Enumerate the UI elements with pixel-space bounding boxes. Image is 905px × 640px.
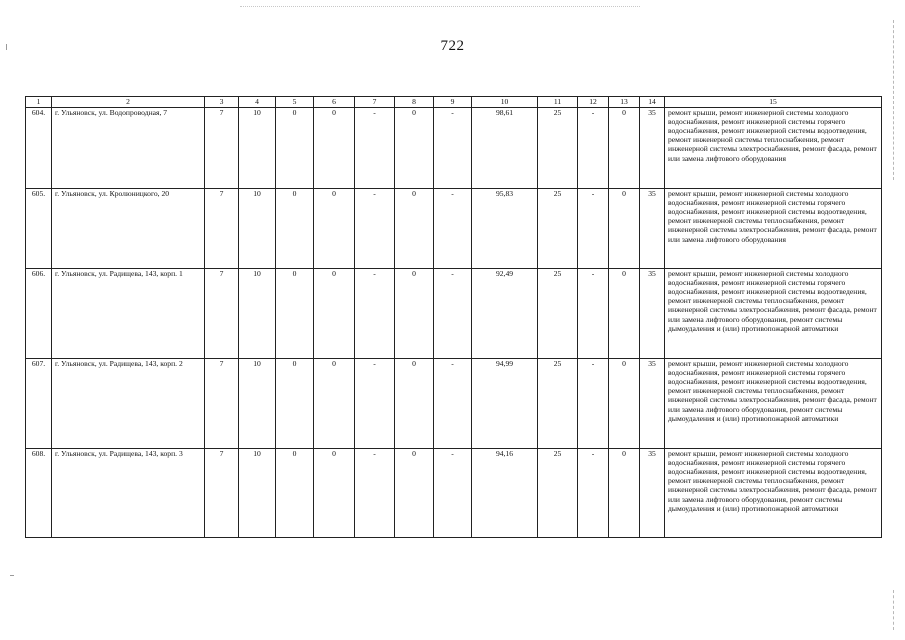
table-row <box>26 189 882 269</box>
cell-col-3: 7 <box>205 269 239 359</box>
works-cell: ремонт крыши, ремонт инженерной системы холодного водоснабжения, ремонт инженерной системы горячего водоснабжения, ремонт инженерной системы водоотведения, ремонт инженерной системы теплоснабжения, ремонт инженерной системы электроснабжения, ремонт фасада, ремонт или замена лифтового оборудования, ремонт системы дымоудаления и (или) противопожарной автоматики <box>665 449 882 538</box>
column-header: 8 <box>395 97 434 108</box>
cell-col-12: - <box>578 359 609 449</box>
column-header: 5 <box>276 97 314 108</box>
cell-col-7: - <box>355 359 395 449</box>
table-row <box>26 359 882 449</box>
column-header: 10 <box>472 97 538 108</box>
column-header: 14 <box>640 97 665 108</box>
cell-col-12: - <box>578 189 609 269</box>
cell-col-13: 0 <box>609 108 640 189</box>
cell-col-10: 92,49 <box>472 269 538 359</box>
table-row <box>26 108 882 189</box>
cell-col-7: - <box>355 108 395 189</box>
cell-col-11: 25 <box>538 269 578 359</box>
works-cell: ремонт крыши, ремонт инженерной системы холодного водоснабжения, ремонт инженерной системы горячего водоснабжения, ремонт инженерной системы водоотведения, ремонт инженерной системы теплоснабжения, ремонт инженерной системы электроснабжения, ремонт фасада, ремонт или замена лифтового оборудования <box>665 108 882 189</box>
cell-col-11: 25 <box>538 108 578 189</box>
cell-col-10: 94,16 <box>472 449 538 538</box>
column-header: 13 <box>609 97 640 108</box>
cell-col-14: 35 <box>640 189 665 269</box>
cell-col-6: 0 <box>314 189 355 269</box>
cell-col-14: 35 <box>640 449 665 538</box>
cell-col-9: - <box>434 189 472 269</box>
cell-col-10: 95,83 <box>472 189 538 269</box>
column-header: 4 <box>239 97 276 108</box>
cell-col-7: - <box>355 269 395 359</box>
cell-col-5: 0 <box>276 449 314 538</box>
cell-col-11: 25 <box>538 189 578 269</box>
column-header: 9 <box>434 97 472 108</box>
cell-col-12: - <box>578 449 609 538</box>
column-header: 15 <box>665 97 882 108</box>
column-header: 7 <box>355 97 395 108</box>
cell-col-6: 0 <box>314 269 355 359</box>
cell-col-5: 0 <box>276 359 314 449</box>
cell-col-13: 0 <box>609 189 640 269</box>
cell-col-9: - <box>434 359 472 449</box>
row-number: 605. <box>26 189 52 269</box>
cell-col-3: 7 <box>205 108 239 189</box>
cell-col-12: - <box>578 108 609 189</box>
cell-col-3: 7 <box>205 449 239 538</box>
column-header: 6 <box>314 97 355 108</box>
cell-col-14: 35 <box>640 108 665 189</box>
scan-artifact-top <box>240 6 640 7</box>
cell-col-13: 0 <box>609 359 640 449</box>
cell-col-6: 0 <box>314 108 355 189</box>
column-header: 11 <box>538 97 578 108</box>
cell-col-14: 35 <box>640 269 665 359</box>
cell-col-8: 0 <box>395 189 434 269</box>
cell-col-5: 0 <box>276 269 314 359</box>
cell-col-13: 0 <box>609 449 640 538</box>
works-cell: ремонт крыши, ремонт инженерной системы холодного водоснабжения, ремонт инженерной системы горячего водоснабжения, ремонт инженерной системы водоотведения, ремонт инженерной системы теплоснабжения, ремонт инженерной системы электроснабжения, ремонт фасада, ремонт или замена лифтового оборудования, ремонт системы дымоудаления и (или) противопожарной автоматики <box>665 269 882 359</box>
cell-col-7: - <box>355 449 395 538</box>
table-row <box>26 449 882 538</box>
cell-col-4: 10 <box>239 449 276 538</box>
row-number: 604. <box>26 108 52 189</box>
cell-col-9: - <box>434 269 472 359</box>
cell-col-10: 94,99 <box>472 359 538 449</box>
row-number: 608. <box>26 449 52 538</box>
cell-col-7: - <box>355 189 395 269</box>
cell-col-8: 0 <box>395 108 434 189</box>
column-header: 3 <box>205 97 239 108</box>
column-number-header <box>26 97 882 108</box>
address-cell: г. Ульяновск, ул. Радищева, 143, корп. 3 <box>52 449 205 538</box>
cell-col-4: 10 <box>239 359 276 449</box>
address-cell: г. Ульяновск, ул. Радищева, 143, корп. 1 <box>52 269 205 359</box>
scan-artifact-right-edge-lower <box>893 590 894 630</box>
cell-col-6: 0 <box>314 449 355 538</box>
address-cell: г. Ульяновск, ул. Водопроводная, 7 <box>52 108 205 189</box>
cell-col-8: 0 <box>395 359 434 449</box>
column-header: 1 <box>26 97 52 108</box>
row-number: 607. <box>26 359 52 449</box>
cell-col-3: 7 <box>205 189 239 269</box>
page-number: 722 <box>440 38 465 54</box>
scan-speck <box>10 575 14 576</box>
works-cell: ремонт крыши, ремонт инженерной системы холодного водоснабжения, ремонт инженерной системы горячего водоснабжения, ремонт инженерной системы водоотведения, ремонт инженерной системы теплоснабжения, ремонт инженерной системы электроснабжения, ремонт фасада, ремонт или замена лифтового оборудования, ремонт системы дымоудаления и (или) противопожарной автоматики <box>665 359 882 449</box>
table-row <box>26 269 882 359</box>
cell-col-5: 0 <box>276 189 314 269</box>
cell-col-8: 0 <box>395 269 434 359</box>
housing-register-table <box>25 96 882 538</box>
cell-col-11: 25 <box>538 359 578 449</box>
cell-col-6: 0 <box>314 359 355 449</box>
column-header: 12 <box>578 97 609 108</box>
cell-col-9: - <box>434 449 472 538</box>
cell-col-11: 25 <box>538 449 578 538</box>
cell-col-10: 98,61 <box>472 108 538 189</box>
works-cell: ремонт крыши, ремонт инженерной системы холодного водоснабжения, ремонт инженерной системы горячего водоснабжения, ремонт инженерной системы водоотведения, ремонт инженерной системы теплоснабжения, ремонт инженерной системы электроснабжения, ремонт фасада, ремонт или замена лифтового оборудования <box>665 189 882 269</box>
cell-col-4: 10 <box>239 189 276 269</box>
cell-col-14: 35 <box>640 359 665 449</box>
address-cell: г. Ульяновск, ул. Радищева, 143, корп. 2 <box>52 359 205 449</box>
cell-col-4: 10 <box>239 108 276 189</box>
cell-col-4: 10 <box>239 269 276 359</box>
cell-col-12: - <box>578 269 609 359</box>
cell-col-3: 7 <box>205 359 239 449</box>
cell-col-8: 0 <box>395 449 434 538</box>
column-header: 2 <box>52 97 205 108</box>
cell-col-5: 0 <box>276 108 314 189</box>
row-number: 606. <box>26 269 52 359</box>
cell-col-13: 0 <box>609 269 640 359</box>
address-cell: г. Ульяновск, ул. Кролюницкого, 20 <box>52 189 205 269</box>
cell-col-9: - <box>434 108 472 189</box>
